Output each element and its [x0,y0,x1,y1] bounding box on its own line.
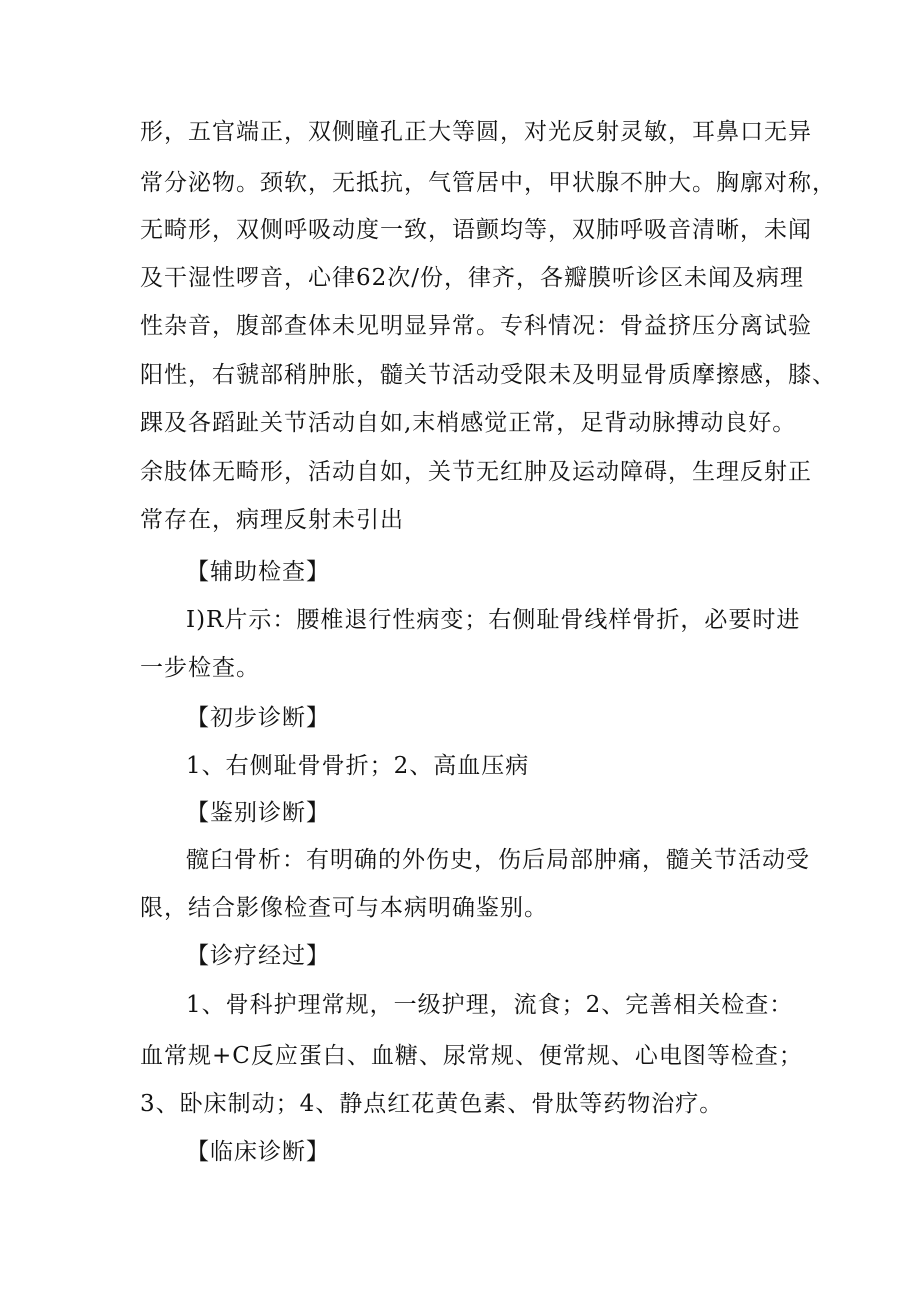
course-line-2: 血常规+C反应蛋白、血糖、尿常规、便常规、心电图等检查； [140,1043,803,1069]
course-line-1: 1、骨科护理常规，一级护理，流食；2、完善相关检查： [186,992,794,1018]
exam-line-7: 踝及各蹈趾关节活动自如,末梢感觉正常，足背动脉搏动良好。 [140,410,797,436]
course-line-3: 3、卧床制动；4、静点红花黄色素、骨肽等药物治疗。 [140,1091,724,1117]
exam-line-3: 无畸形，双侧呼吸动度一致，语颤均等，双肺呼吸音清晰，未闻 [140,217,812,243]
exam-line-4: 及干湿性啰音，心律62次/份，律齐，各瓣膜听诊区未闻及病理 [140,265,805,291]
exam-line-5: 性杂音，腹部查体未见明显异常。专科情况：骨益挤压分离试验 [140,313,812,339]
diff-line-2: 限，结合影像检查可与本病明确鉴别。 [140,895,548,921]
aux-line-1: I)R片示：腰椎退行性病变；右侧耻骨线样骨折，必要时进 [186,607,801,633]
diff-heading: 【鉴别诊断】 [186,800,330,826]
exam-line-6: 阳性，右虢部稍肿胀，髓关节活动受限未及明显骨质摩擦感，膝、 [140,362,836,388]
exam-line-1: 形，五官端正，双侧瞳孔正大等圆，对光反射灵敏，耳鼻口无异 [140,119,812,145]
clinical-heading: 【临床诊断】 [186,1139,330,1165]
prelim-text: 1、右侧耻骨骨折；2、高血压病 [186,753,530,779]
exam-line-8: 余肢体无畸形，活动自如，关节无红肿及运动障碍，生理反射正 [140,459,812,485]
prelim-heading: 【初步诊断】 [186,705,330,731]
exam-line-2: 常分泌物。颈软，无抵抗，气管居中，甲状腺不肿大。胸廓对称， [140,170,836,196]
aux-heading: 【辅助检查】 [186,559,330,585]
exam-line-9: 常存在，病理反射未引出 [140,507,404,533]
aux-line-2: 一步检查。 [140,655,260,681]
course-heading: 【诊疗经过】 [186,943,330,969]
diff-line-1: 髋臼骨析：有明确的外伤史，伤后局部肿痛，髓关节活动受 [186,847,810,873]
